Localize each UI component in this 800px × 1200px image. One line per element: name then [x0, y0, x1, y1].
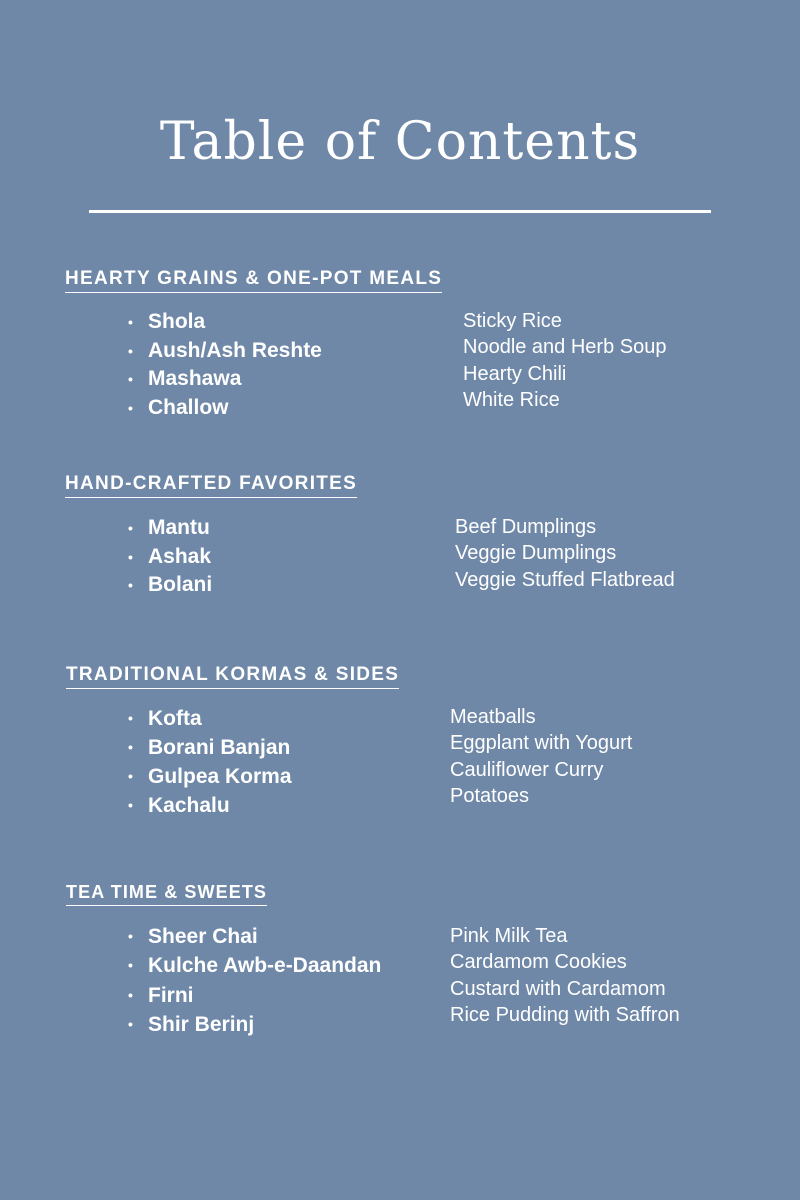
bullet-icon: • — [128, 768, 133, 784]
dish-item — [128, 514, 212, 543]
section-heading: HEARTY GRAINS & ONE-POT MEALS — [65, 268, 442, 293]
bullet-icon: • — [128, 371, 133, 387]
dish-item — [128, 308, 322, 337]
dish-item — [128, 704, 292, 733]
bullet-icon: • — [128, 314, 133, 330]
bullet-icon: • — [128, 957, 133, 974]
bullet-icon: • — [128, 548, 133, 565]
dish-item — [128, 337, 322, 366]
dish-name: Ashak — [148, 544, 212, 568]
dish-description: Meatballs — [450, 706, 536, 728]
dish-description: Pink Milk Tea — [450, 925, 568, 947]
section-heading: TRADITIONAL KORMAS & SIDES — [66, 664, 399, 689]
dish-description: Noodle and Herb Soup — [463, 336, 667, 359]
bullet-icon: • — [128, 577, 133, 594]
dish-list — [128, 922, 381, 1039]
section-heading: TEA TIME & SWEETS — [66, 881, 267, 906]
dish-description: Beef Dumplings — [455, 516, 597, 538]
title-divider — [89, 210, 711, 213]
dish-item — [128, 762, 292, 791]
dish-description: Custard with Cardamom — [450, 977, 666, 1000]
dish-name: Challow — [148, 395, 229, 419]
dish-list — [128, 704, 292, 820]
dish-description: Veggie Dumplings — [455, 542, 617, 565]
dish-item — [128, 922, 381, 951]
dish-name: Shola — [148, 310, 206, 333]
dish-item — [128, 571, 212, 600]
dish-description: Eggplant with Yogurt — [450, 732, 633, 755]
description-list — [463, 308, 666, 413]
dish-description: Veggie Stuffed Flatbread — [455, 568, 675, 591]
dish-item — [128, 981, 381, 1010]
dish-name: Mashawa — [148, 367, 242, 390]
description-list — [450, 923, 680, 1028]
bullet-icon: • — [128, 520, 133, 536]
dish-item — [128, 394, 322, 423]
dish-description: White Rice — [463, 388, 560, 411]
bullet-icon: • — [128, 399, 133, 416]
dish-name: Kulche Awb-e-Daandan — [148, 954, 382, 978]
bullet-icon: • — [128, 710, 133, 726]
dish-item — [128, 733, 292, 762]
dish-item — [128, 365, 322, 394]
dish-list — [128, 308, 322, 422]
bullet-icon: • — [128, 739, 133, 755]
section-heading: HAND-CRAFTED FAVORITES — [65, 473, 357, 498]
dish-description: Hearty Chili — [463, 362, 567, 385]
dish-description: Cauliflower Curry — [450, 758, 604, 781]
dish-list — [128, 514, 212, 600]
dish-item — [128, 543, 212, 572]
dish-description: Cardamom Cookies — [450, 951, 627, 974]
dish-description: Sticky Rice — [463, 310, 562, 332]
dish-description: Rice Pudding with Saffron — [450, 1003, 680, 1026]
description-list — [455, 514, 675, 593]
bullet-icon: • — [128, 928, 133, 944]
description-list — [450, 704, 632, 809]
dish-description: Potatoes — [450, 784, 529, 807]
dish-name: Sheer Chai — [148, 925, 258, 948]
dish-item — [128, 791, 292, 820]
page-title: Table of Contents — [159, 112, 641, 172]
dish-name: Firni — [148, 983, 194, 1007]
bullet-icon: • — [128, 342, 133, 359]
bullet-icon: • — [128, 1015, 133, 1032]
dish-name: Kachalu — [148, 794, 230, 817]
dish-name: Kofta — [148, 707, 202, 730]
dish-name: Shir Berinj — [148, 1012, 255, 1036]
dish-name: Gulpea Korma — [148, 765, 292, 788]
bullet-icon: • — [128, 986, 133, 1003]
dish-name: Bolani — [148, 573, 213, 597]
dish-name: Borani Banjan — [148, 736, 291, 759]
bullet-icon: • — [128, 797, 133, 813]
dish-item — [128, 951, 381, 980]
dish-item — [128, 1010, 381, 1039]
dish-name: Aush/Ash Reshte — [148, 338, 322, 362]
dish-name: Mantu — [148, 516, 210, 539]
